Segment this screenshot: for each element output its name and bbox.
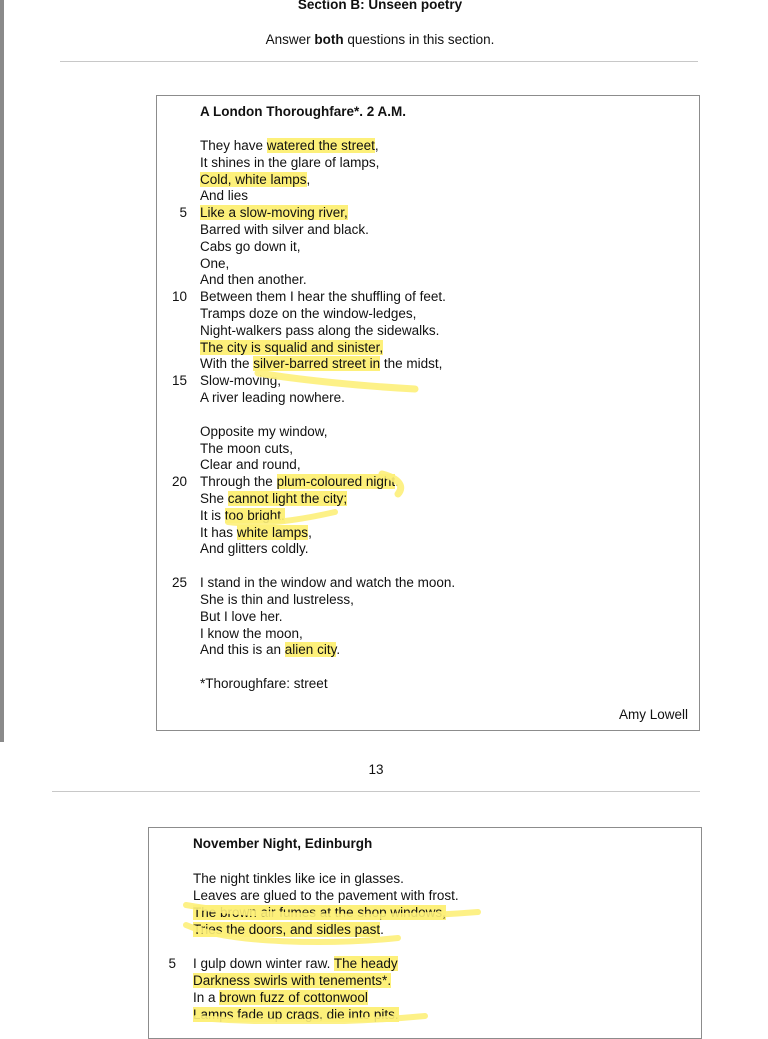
- poem-line: [200, 323, 439, 339]
- line-text: And glitters coldly.: [200, 541, 309, 557]
- line-text: But I love her.: [200, 608, 283, 624]
- line-text: ,: [374, 138, 379, 153]
- poem-line: [200, 222, 369, 238]
- line-text: Clear and round,: [200, 457, 301, 473]
- poem-line: [193, 990, 368, 1006]
- left-scroll-edge: [0, 0, 4, 742]
- instruction: Answer both questions in this section.: [265, 32, 495, 47]
- poem-line: [200, 541, 309, 557]
- line-text: Through the: [200, 474, 277, 490]
- line-text: She: [200, 491, 228, 506]
- poem-line: [200, 390, 345, 406]
- poem-line: [200, 525, 312, 541]
- poem-2-title: November Night, Edinburgh: [193, 836, 373, 851]
- line-text: In a: [193, 990, 220, 1005]
- line-text: A river leading nowhere.: [200, 390, 345, 405]
- highlighted-text: brown fuzz of cottonwool: [219, 990, 368, 1005]
- line-number: 10: [171, 289, 187, 305]
- line-text: And this is an: [200, 642, 285, 658]
- poem-line: [200, 457, 301, 473]
- line-number: 25: [171, 575, 187, 591]
- poem-line: [200, 491, 347, 507]
- poem-line: [200, 575, 455, 591]
- poem-line: [200, 508, 285, 524]
- poem-line: [200, 626, 303, 642]
- section-title: Section B: Unseen poetry: [297, 0, 463, 12]
- line-text: I know the moon,: [200, 625, 303, 641]
- poem-line: [193, 905, 446, 921]
- line-text: And lies: [200, 188, 249, 204]
- line-text: Cabs go down it,: [200, 238, 301, 254]
- line-text: Opposite my window,: [200, 423, 328, 439]
- poem-line: [193, 1007, 399, 1023]
- line-text: They have: [200, 138, 267, 153]
- poem-line: [193, 888, 459, 904]
- poem-line: [200, 340, 383, 356]
- line-text: .: [380, 922, 384, 937]
- poem-line: [200, 172, 310, 188]
- line-text: The moon cuts,: [200, 440, 294, 456]
- poem-line: [200, 205, 348, 221]
- line-text: She is thin and lustreless,: [200, 592, 354, 607]
- poem-line: [200, 188, 248, 204]
- line-number: 5: [179, 205, 187, 221]
- poem-line: [200, 272, 307, 288]
- page-number: 13: [368, 762, 384, 777]
- poem-line: [200, 592, 354, 608]
- highlighted-text: Like a slow-moving river,: [200, 205, 348, 221]
- line-text: ,: [306, 171, 311, 187]
- line-text: the midst,: [380, 356, 443, 372]
- poem-line: [200, 609, 283, 625]
- highlighted-text: Tries the doors, and sidles past: [193, 922, 381, 937]
- divider-top: [60, 61, 698, 62]
- poem-line: [200, 306, 416, 322]
- highlighted-text: The brown air fumes at the shop windows,: [193, 905, 446, 920]
- highlighted-text: Darkness swirls with tenements*.: [193, 973, 392, 988]
- line-text: I gulp down winter raw.: [193, 956, 334, 971]
- highlighted-text: cannot light the city;: [227, 491, 348, 506]
- line-text: The night tinkles like ice in glasses.: [193, 871, 404, 886]
- line-text: Leaves are glued to the pavement with frost.: [193, 888, 459, 903]
- line-text: With the: [200, 356, 254, 372]
- line-text: It shines in the glare of lamps,: [200, 154, 380, 170]
- highlighted-text: The heady: [333, 956, 398, 971]
- poem-line: [193, 956, 398, 972]
- line-text: It is: [200, 507, 225, 523]
- highlighted-text: The city is squalid and sinister,: [200, 339, 384, 355]
- line-text: ,: [308, 524, 312, 540]
- poem-line: [193, 973, 391, 989]
- poem-1-author: Amy Lowell: [619, 707, 689, 722]
- line-number: 20: [171, 474, 187, 490]
- line-text: Night-walkers pass along the sidewalks.: [200, 322, 440, 338]
- poem-line: [200, 239, 301, 255]
- poem-line: [200, 256, 229, 272]
- highlighted-text: watered the street: [266, 138, 375, 153]
- line-text: Between them I hear the shuffling of feet.: [200, 289, 446, 305]
- line-text: Slow-moving,: [200, 373, 282, 389]
- line-number: 15: [171, 373, 187, 389]
- poem-line: [200, 289, 446, 305]
- line-text: .: [395, 474, 399, 490]
- line-text: .: [336, 642, 341, 658]
- poem-line: [193, 922, 384, 938]
- highlighted-text: plum-coloured night: [276, 474, 396, 490]
- poem-line: [200, 642, 340, 658]
- poem-line: [200, 424, 328, 440]
- highlighted-text: Lamps fade up crags, die into pits.: [193, 1007, 399, 1022]
- divider-bottom: [52, 791, 700, 792]
- poem-line: [200, 373, 281, 389]
- highlighted-text: Cold, white lamps: [200, 171, 307, 187]
- poem-line: [200, 356, 442, 372]
- poem-1-title: A London Thoroughfare*. 2 A.M.: [200, 104, 406, 119]
- highlighted-text: silver-barred street in: [253, 356, 381, 372]
- line-text: I stand in the window and watch the moon.: [200, 575, 456, 591]
- line-text: Barred with silver and black.: [200, 222, 369, 237]
- poem-line: [193, 871, 404, 887]
- line-text: Tramps doze on the window-ledges,: [200, 306, 417, 321]
- line-text: And then another.: [200, 272, 307, 288]
- line-text: One,: [200, 255, 230, 271]
- poem-line: [200, 138, 379, 154]
- highlighted-text: alien city: [284, 642, 337, 658]
- highlighted-text: white lamps: [236, 524, 309, 540]
- poem-line: [200, 474, 399, 490]
- highlighted-text: too bright.: [224, 507, 285, 523]
- poem-line: [200, 155, 379, 171]
- line-text: It has: [200, 524, 237, 540]
- poem-1-footnote: *Thoroughfare: street: [200, 676, 328, 691]
- line-number: 5: [168, 956, 176, 971]
- poem-line: [200, 441, 293, 457]
